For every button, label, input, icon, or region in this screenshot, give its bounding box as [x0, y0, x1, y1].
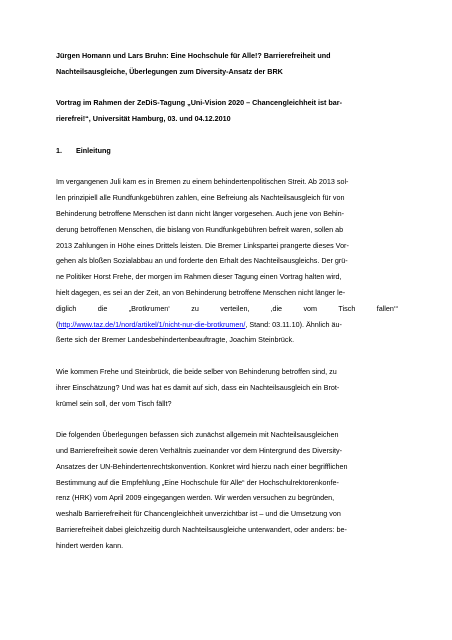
link-open-paren: ( — [56, 319, 59, 329]
paragraph-line: Wie kommen Frehe und Steinbrück, die beide selber von Behinderung betroffen sind, zu — [56, 366, 337, 376]
paragraph-line: weshalb Barrierefreiheit für Chancengleichheit unverzichtbar ist – und die Umsetzung von — [56, 509, 341, 519]
paragraph-line: ihrer Einschätzung? Und was hat es damit auf sich, dass ein Nachteilsausgleich ein Brot- — [56, 382, 340, 392]
word: die — [97, 303, 108, 313]
paragraph-line: len prinzipiell alle Rundfunkgebühren zahlen, eine Befreiung als Nachteilsausgleich für von — [56, 193, 345, 203]
word: „Brotkrumen‘ — [128, 303, 170, 313]
paragraph-line: 2013 Zahlungen in Höhe eines Drittels leisten. Die Bremer Linkspartei prangerte dieses Vor- — [56, 240, 349, 250]
subtitle-line: Vortrag im Rahmen der ZeDiS-Tagung „Uni-Vision 2020 – Chancengleichheit ist bar- — [56, 98, 342, 108]
paragraph-line: gehen als bloßen Sozialabbau an und forderte den Erhalt des Nachteilsausgleichs. Der grü- — [56, 256, 348, 266]
link-trailing-text: , Stand: 03.11.10). Ähnlich äu- — [245, 319, 342, 329]
word: Tisch — [338, 303, 356, 313]
paragraph-line: Bestimmung auf die Empfehlung „Eine Hochschule für Alle“ der Hochschulrektorenkonfe- — [56, 477, 339, 487]
taz-article-link[interactable]: http://www.taz.de/1/nord/artikel/1/nicht-nur-die-brotkrumen/ — [58, 319, 246, 329]
paragraph-2 — [56, 364, 398, 411]
word: diglich — [56, 303, 77, 313]
paragraph-line: ßerte sich der Bremer Landesbehindertenbeauftragte, Joachim Steinbrück. — [56, 335, 295, 345]
word: fallen‘“ — [376, 303, 398, 313]
section-heading — [56, 143, 398, 159]
word: verteilen, — [220, 303, 250, 313]
title-line: Nachteilsausgleiche, Überlegungen zum Diversity-Ansatz der BRK — [56, 66, 283, 76]
word: vom — [303, 303, 318, 313]
section-title: Einleitung — [76, 145, 111, 155]
title-line: Jürgen Homann und Lars Bruhn: Eine Hochschule für Alle!? Barrierefreiheit und — [56, 51, 331, 60]
paragraph-line: hielt dagegen, es sei an der Zeit, an von Behinderung betroffene Menschen nicht länger le- — [56, 287, 346, 297]
paragraph-line: Ansatzes der UN-Behindertenrechtskonvention. Konkret wird hierzu nach einer begrifflichen — [56, 461, 348, 471]
paragraph-line: Im vergangenen Juli kam es in Bremen zu einem behindertenpolitischen Streit. Ab 2013 sol- — [56, 177, 349, 187]
paragraph-line: renz (HRK) vom April 2009 eingegangen werden. Wir werden versuchen zu begründen, — [56, 493, 335, 503]
paragraph-line: Behinderung betroffene Menschen ist dann nicht länger vorgesehen. Auch jene von Behin- — [56, 208, 344, 218]
paragraph-line: und Barrierefreiheit sowie deren Verhältnis zueinander vor dem Hintergrund des Diversity- — [56, 445, 343, 455]
paragraph-line-with-link — [56, 317, 398, 333]
paragraph-line: hindert werden kann. — [56, 540, 124, 550]
paragraph-1 — [56, 174, 398, 348]
subtitle-line: rierefrei!“, Universität Hamburg, 03. und 04.12.2010 — [56, 114, 231, 124]
paragraph-line: derung betroffenen Menschen, die bislang von Rundfunkgebühren befreit waren, sollen ab — [56, 224, 344, 234]
paragraph-spread-line — [56, 301, 398, 317]
document-title — [56, 48, 398, 80]
word: zu — [191, 303, 199, 313]
word: ‚die — [270, 303, 283, 313]
document-subtitle — [56, 95, 398, 127]
paragraph-3 — [56, 427, 398, 553]
section-number: 1. — [56, 145, 62, 155]
paragraph-line: ne Politiker Horst Frehe, der morgen im Rahmen dieser Tagung einen Vortrag halten wird, — [56, 272, 342, 282]
paragraph-line: krümel sein soll, der vom Tisch fällt? — [56, 398, 172, 408]
paragraph-line: Barrierefreiheit dabei gleichzeitig durch Nachteilsausgleiche unterwandert, oder anders: be- — [56, 524, 347, 534]
paragraph-line: Die folgenden Überlegungen befassen sich zunächst allgemein mit Nachteilsausgleichen — [56, 430, 339, 440]
document-page — [56, 48, 398, 554]
